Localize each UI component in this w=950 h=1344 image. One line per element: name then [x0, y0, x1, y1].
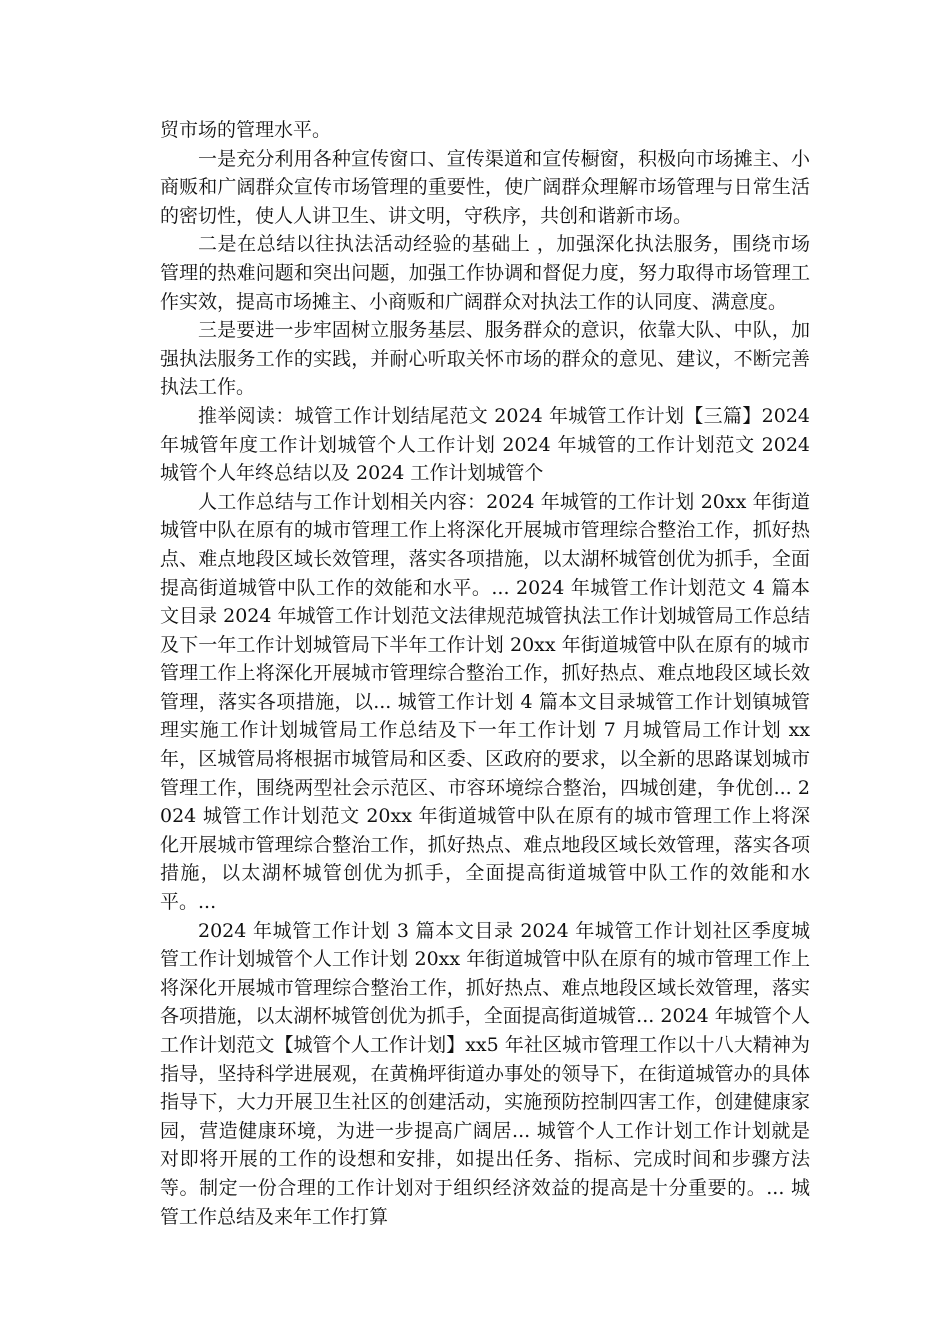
paragraph-recommended-reading: 推举阅读：城管工作计划结尾范文 2024 年城管工作计划【三篇】2024 年城管年度工作计划城管个人工作计划 2024 年城管的工作计划范文 2024 城管个人年终总结以及 2024 工作计划城管个 — [160, 404, 810, 485]
paragraph-continuation: 贸市场的管理水平。 — [160, 119, 332, 141]
paragraph-point-three: 三是要进一步牢固树立服务基层、服务群众的意识，依靠大队、中队，加强执法服务工作的实践，并耐心听取关怀市场的群众的意见、建议，不断完善执法工作。 — [160, 319, 810, 399]
document-page — [160, 116, 810, 1231]
paragraph-point-two: 二是在总结以往执法活动经验的基础上 ，加强深化执法服务，围绕市场管理的热难问题和突出问题，加强工作协调和督促力度，努力取得市场管理工作实效，提高市场摊主、小商贩和广阔群众对执法工作的认同度、满意度。 — [160, 233, 810, 313]
paragraph-related-content: 人工作总结与工作计划相关内容：2024 年城管的工作计划 20xx 年街道城管中队在原有的城市管理工作上将深化开展城市管理综合整治工作，抓好热点、难点地段区域长效管理，落实各项措施，以太湖杯城管创优为抓手，全面提高街道城管中队工作的效能和水平。... 2024 年城管工作计划范文 4 篇本文目录 2024 年城管工作计划范文法律规范城管执法工作计划城管局工作总结及下一年工作计划城管局下半年工作计划 20xx 年街道城管中队在原有的城市管理工作上将深化开展城市管理综合整治工作，抓好热点、难点地段区域长效管理，落实各项措施，以... 城管工作计划 4 篇本文目录城管工作计划镇城管理实施工作计划城管局工作总结及下一年工作计划 7 月城管局工作计划 xx 年，区城管局将根据市城管局和区委、区政府的要求，以全新的思路谋划城市管理工作，围绕两型社会示范区、市容环境综合整治，四城创建，争优创... 2024 城管工作计划范文 20xx 年街道城管中队在原有的城市管理工作上将深化开展城市管理综合整治工作，抓好热点、难点地段区域长效管理，落实各项措施，以太湖杯城管创优为抓手，全面提高街道城管中队工作的效能和水平。... — [160, 490, 810, 914]
paragraph-point-one: 一是充分利用各种宣传窗口、宣传渠道和宣传橱窗，积极向市场摊主、小商贩和广阔群众宣传市场管理的重要性，使广阔群众理解市场管理与日常生活的密切性，使人人讲卫生、讲文明，守秩序，共创和谐新市场。 — [160, 147, 810, 227]
paragraph-more-plans: 2024 年城管工作计划 3 篇本文目录 2024 年城管工作计划社区季度城管工作计划城管个人工作计划 20xx 年街道城管中队在原有的城市管理工作上将深化开展城市管理综合整治工作，抓好热点、难点地段区域长效管理，落实各项措施，以太湖杯城管创优为抓手，全面提高街道城管... 2024 年城管个人工作计划范文【城管个人工作计划】xx5 年社区城市管理工作以十八大精神为指导，坚持科学进展观，在黄桷坪街道办事处的领导下，在街道城管办的具体指导下，大力开展卫生社区的创建活动，实施预防控制四害工作，创建健康家园，营造健康环境，为进一步提高广阔居... 城管个人工作计划工作计划就是对即将开展的工作的设想和安排，如提出任务、指标、完成时间和步骤方法等。制定一份合理的工作计划对于组织经济效益的提高是十分重要的。... 城管工作总结及来年工作打算 — [160, 919, 810, 1228]
